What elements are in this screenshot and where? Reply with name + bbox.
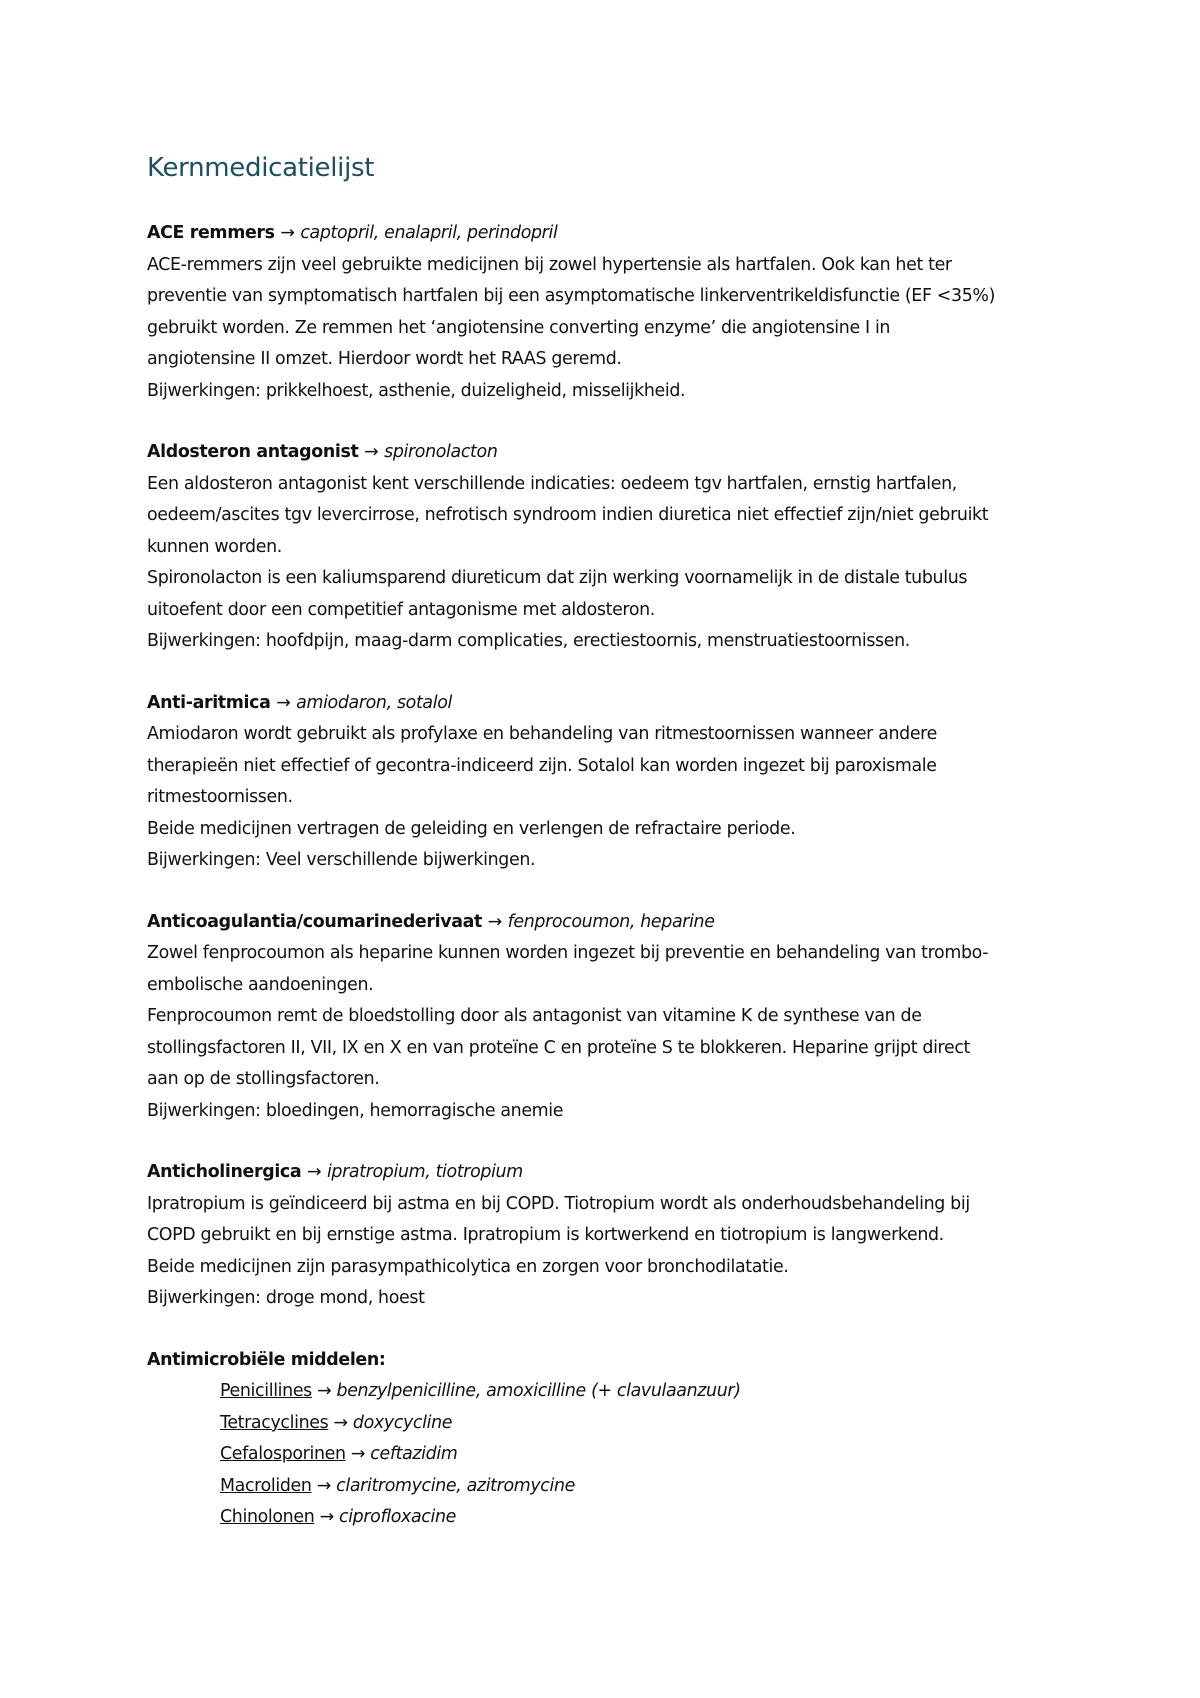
paragraph-line: COPD gebruikt en bij ernstige astma. Ipratropium is kortwerkend en tiotropium is langwerkend. xyxy=(147,1225,944,1245)
list-item xyxy=(147,1439,1072,1471)
drug-names: spironolacton xyxy=(384,442,498,462)
paragraph-line: embolische aandoeningen. xyxy=(147,974,374,995)
heading-label: Anti-aritmica xyxy=(147,692,271,713)
list-item xyxy=(147,1471,1072,1503)
arrow-icon: → xyxy=(317,1381,332,1401)
drug-names: ciprofloxacine xyxy=(338,1507,456,1527)
drug-names: doxycycline xyxy=(352,1412,453,1433)
section-anticholinergica xyxy=(147,1157,1072,1315)
drug-class: Penicillines xyxy=(220,1381,312,1401)
side-effects-line: Bijwerkingen: droge mond, hoest xyxy=(147,1288,425,1308)
section-aldosteron-antagonist xyxy=(147,437,1072,658)
heading-label: Aldosteron antagonist xyxy=(147,442,359,462)
paragraph-line: preventie van symptomatisch hartfalen bij een asymptomatische linkerventrikeldisfunctie (EF <35%) xyxy=(147,286,996,306)
drug-class: Cefalosporinen xyxy=(220,1444,346,1464)
paragraph-line: Zowel fenprocoumon als heparine kunnen worden ingezet bij preventie en behandeling van trombo- xyxy=(147,943,989,963)
section-heading xyxy=(147,907,1072,939)
arrow-icon: → xyxy=(307,1162,322,1182)
paragraph-line: Een aldosteron antagonist kent verschillende indicaties: oedeem tgv hartfalen, ernstig hartfalen, xyxy=(147,473,957,494)
paragraph-line: therapieën niet effectief of gecontra-indiceerd zijn. Sotalol kan worden ingezet bij paroxismale xyxy=(147,755,937,776)
heading-label: Anticoagulantia/coumarinederivaat xyxy=(147,911,482,932)
section-antimicrobiele-middelen xyxy=(147,1345,1072,1534)
paragraph-line: Beide medicijnen vertragen de geleiding en verlengen de refractaire periode. xyxy=(147,818,796,839)
list-item xyxy=(147,1376,1072,1408)
arrow-icon: → xyxy=(333,1412,348,1433)
arrow-icon: → xyxy=(319,1507,334,1527)
arrow-icon: → xyxy=(316,1475,331,1496)
paragraph-line: uitoefent door een competitief antagonisme met aldosteron. xyxy=(147,599,655,620)
drug-names: claritromycine, azitromycine xyxy=(336,1475,575,1496)
arrow-icon: → xyxy=(487,911,502,932)
section-anti-aritmica xyxy=(147,688,1072,877)
paragraph-line: ACE-remmers zijn veel gebruikte medicijnen bij zowel hypertensie als hartfalen. Ook kan het ter xyxy=(147,254,952,275)
drug-names: ipratropium, tiotropium xyxy=(326,1162,523,1182)
section-ace-remmers xyxy=(147,218,1072,407)
paragraph-line: Ipratropium is geïndiceerd bij astma en bij COPD. Tiotropium wordt als onderhoudsbehandeling bij xyxy=(147,1193,970,1214)
paragraph-line: Spironolacton is een kaliumsparend diureticum dat zijn werking voornamelijk in de distale tubulus xyxy=(147,568,968,588)
drug-class: Chinolonen xyxy=(220,1507,315,1527)
paragraph-line: gebruikt worden. Ze remmen het ‘angiotensine converting enzyme’ die angiotensine I in xyxy=(147,317,891,338)
drug-names: captopril, enalapril, perindopril xyxy=(300,223,558,243)
drug-class: Tetracyclines xyxy=(220,1412,329,1433)
section-anticoagulantia xyxy=(147,907,1072,1128)
side-effects-line: Bijwerkingen: prikkelhoest, asthenie, duizeligheid, misselijkheid. xyxy=(147,380,686,401)
side-effects-line: Bijwerkingen: bloedingen, hemorragische anemie xyxy=(147,1100,564,1121)
section-heading: Antimicrobiële middelen: xyxy=(147,1349,386,1370)
heading-label: Anticholinergica xyxy=(147,1162,302,1182)
paragraph-line: Fenprocoumon remt de bloedstolling door als antagonist van vitamine K de synthese van de xyxy=(147,1006,922,1026)
drug-names: amiodaron, sotalol xyxy=(296,692,452,713)
paragraph-line: oedeem/ascites tgv levercirrose, nefrotisch syndroom indien diuretica niet effectief zijn/niet gebruikt xyxy=(147,505,989,525)
section-heading xyxy=(147,1157,1072,1189)
drug-names: ceftazidim xyxy=(370,1444,458,1464)
heading-label: ACE remmers xyxy=(147,223,275,243)
drug-class: Macroliden xyxy=(220,1475,312,1496)
list-item xyxy=(147,1408,1072,1440)
arrow-icon: → xyxy=(276,692,291,713)
side-effects-line: Bijwerkingen: Veel verschillende bijwerkingen. xyxy=(147,850,536,870)
paragraph-line: angiotensine II omzet. Hierdoor wordt het RAAS geremd. xyxy=(147,349,622,369)
section-heading xyxy=(147,688,1072,720)
drug-names: benzylpenicilline, amoxicilline (+ clavulaanzuur) xyxy=(336,1381,741,1401)
arrow-icon: → xyxy=(350,1444,366,1464)
arrow-icon: → xyxy=(280,223,295,243)
arrow-icon: → xyxy=(364,442,379,462)
document-title: Kernmedicatielijst xyxy=(147,153,375,183)
paragraph-line: Beide medicijnen zijn parasympathicolytica en zorgen voor bronchodilatatie. xyxy=(147,1256,789,1277)
list-item xyxy=(147,1502,1072,1534)
section-heading xyxy=(147,437,1072,469)
paragraph-line: aan op de stollingsfactoren. xyxy=(147,1069,380,1089)
paragraph-line: ritmestoornissen. xyxy=(147,787,293,807)
paragraph-line: stollingsfactoren II, VII, IX en X en van proteïne C en proteïne S te blokkeren. Heparine grijpt direct xyxy=(147,1037,970,1058)
drug-names: fenprocoumon, heparine xyxy=(507,911,715,932)
paragraph-line: Amiodaron wordt gebruikt als profylaxe en behandeling van ritmestoornissen wanneer andere xyxy=(147,724,937,744)
paragraph-line: kunnen worden. xyxy=(147,536,282,557)
side-effects-line: Bijwerkingen: hoofdpijn, maag-darm complicaties, erectiestoornis, menstruatiestoornissen. xyxy=(147,631,910,651)
document-page xyxy=(147,148,1072,1534)
section-heading xyxy=(147,218,1072,250)
